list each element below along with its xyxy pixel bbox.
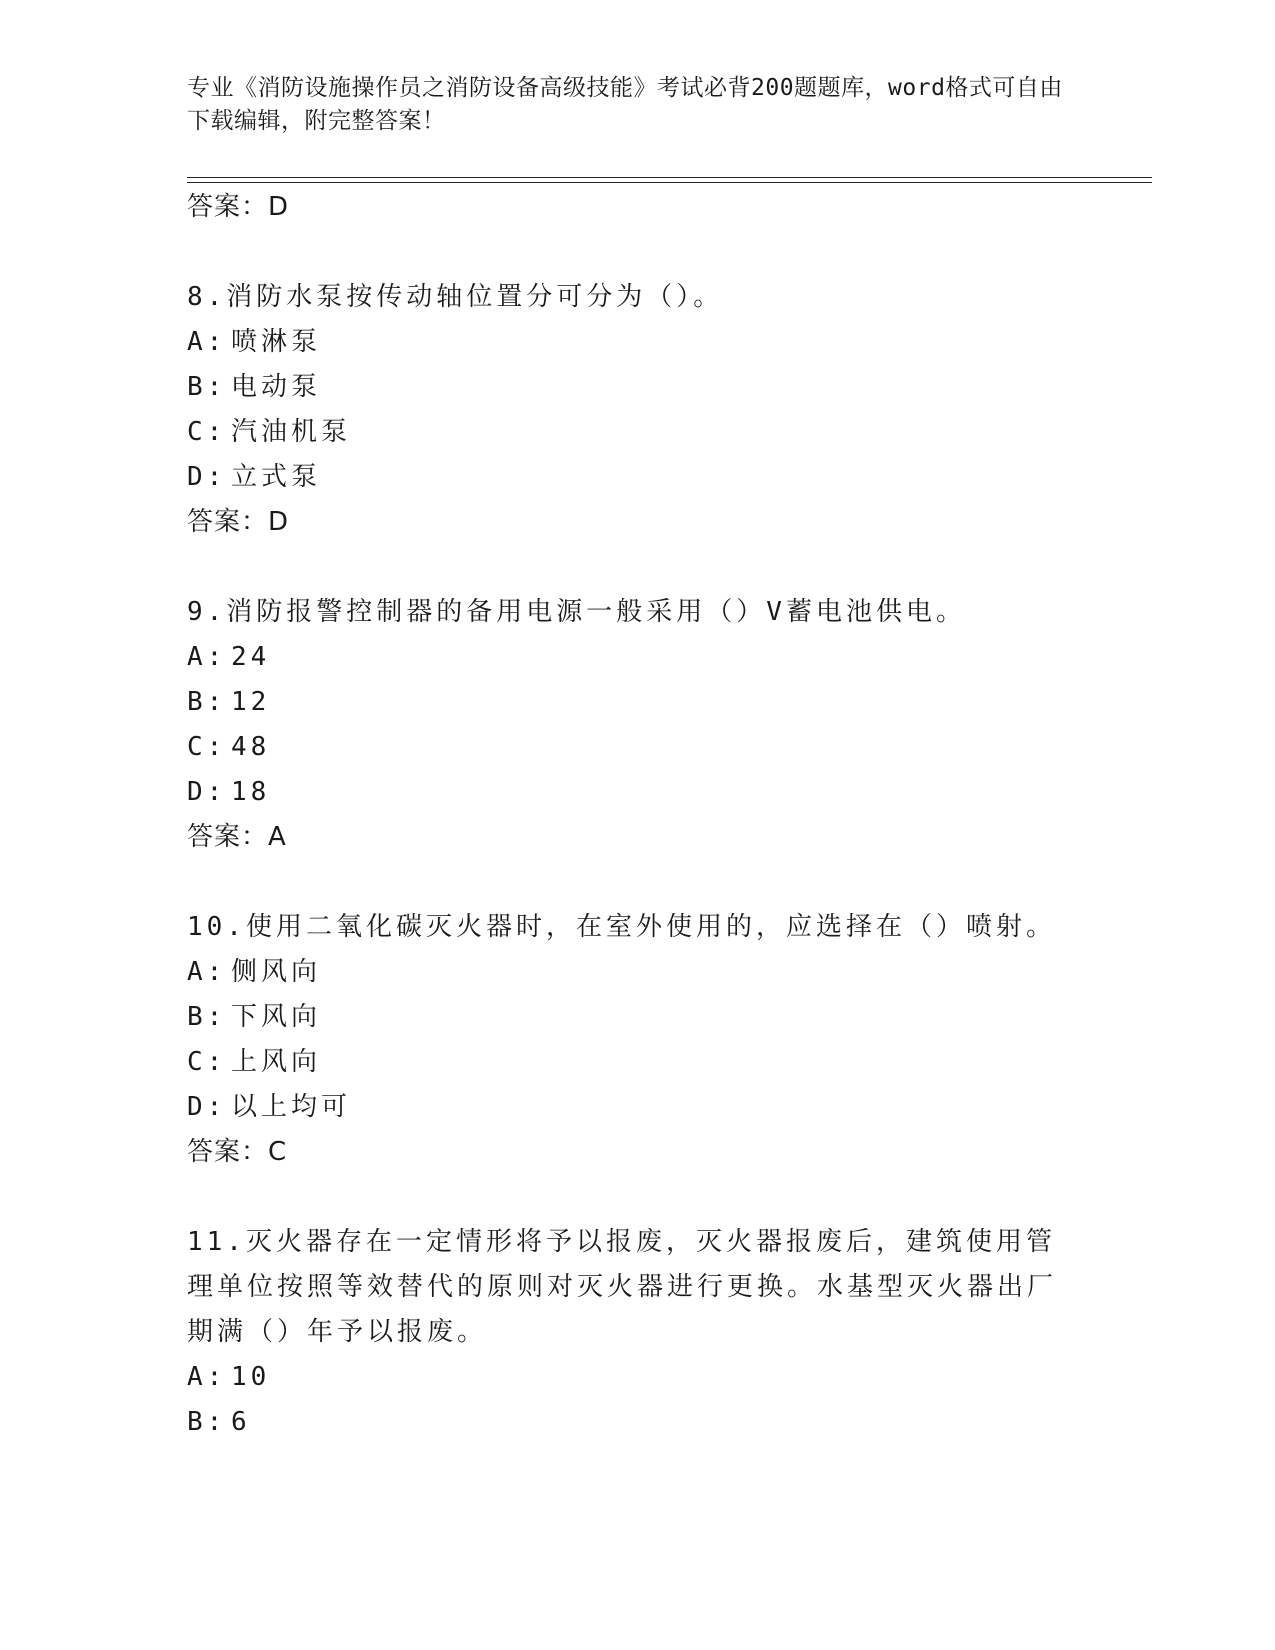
option-letter: B: [187, 372, 227, 402]
option-text: 18 [231, 777, 271, 807]
answer-option [187, 950, 1077, 995]
answer-option [187, 1085, 1077, 1130]
answer-option [187, 770, 1077, 815]
option-text: 48 [231, 732, 271, 762]
option-text: 电动泵 [231, 372, 322, 402]
option-letter: C: [187, 1047, 227, 1077]
question-stem: 9.消防报警控制器的备用电源一般采用（）V蓄电池供电。 [187, 597, 966, 627]
question-block [187, 590, 1077, 860]
option-letter: D: [187, 462, 227, 492]
option-letter: B: [187, 1002, 227, 1032]
question-block [187, 275, 1077, 545]
option-text: 立式泵 [231, 462, 322, 492]
question-stem: 10.使用二氧化碳灭火器时，在室外使用的，应选择在（）喷射。 [187, 912, 1056, 942]
question-list [187, 185, 1077, 1445]
question-answer: 答案：D [187, 507, 290, 537]
answer-option [187, 1040, 1077, 1085]
option-text: 喷淋泵 [231, 327, 322, 357]
option-letter: C: [187, 732, 227, 762]
answer-option [187, 455, 1077, 500]
option-text: 以上均可 [231, 1092, 352, 1122]
question-answer: 答案：C [187, 1137, 288, 1167]
option-letter: A: [187, 1362, 227, 1392]
question-stem: 11.灭火器存在一定情形将予以报废，灭火器报废后，建筑使用管理单位按照等效替代的原则对灭火器进行更换。水基型灭火器出厂期满（）年予以报废。 [187, 1227, 1058, 1347]
answer-option [187, 365, 1077, 410]
option-letter: D: [187, 777, 227, 807]
option-text: 下风向 [231, 1002, 322, 1032]
answer-option [187, 1400, 1077, 1445]
question-answer: 答案：A [187, 822, 287, 852]
option-letter: C: [187, 417, 227, 447]
question-block [187, 1220, 1077, 1445]
option-letter: D: [187, 1092, 227, 1122]
option-text: 汽油机泵 [231, 417, 352, 447]
answer-option [187, 725, 1077, 770]
option-text: 侧风向 [231, 957, 322, 987]
option-letter: B: [187, 1407, 227, 1437]
question-block [187, 905, 1077, 1175]
answer-option [187, 1355, 1077, 1400]
answer-option [187, 635, 1077, 680]
option-letter: A: [187, 957, 227, 987]
option-text: 24 [231, 642, 271, 672]
answer-option [187, 410, 1077, 455]
answer-option [187, 680, 1077, 725]
document-header: 专业《消防设施操作员之消防设备高级技能》考试必背200题题库，word格式可自由下载编辑，附完整答案！ [187, 75, 1063, 134]
option-text: 6 [231, 1407, 251, 1437]
answer-option [187, 995, 1077, 1040]
option-text: 12 [231, 687, 271, 717]
option-letter: B: [187, 687, 227, 717]
header-divider [187, 177, 1152, 183]
option-letter: A: [187, 642, 227, 672]
option-text: 上风向 [231, 1047, 322, 1077]
option-text: 10 [231, 1362, 271, 1392]
question-stem: 8.消防水泵按传动轴位置分可分为（）。 [187, 282, 724, 312]
answer-option [187, 320, 1077, 365]
option-letter: A: [187, 327, 227, 357]
previous-answer: 答案：D [187, 192, 290, 222]
